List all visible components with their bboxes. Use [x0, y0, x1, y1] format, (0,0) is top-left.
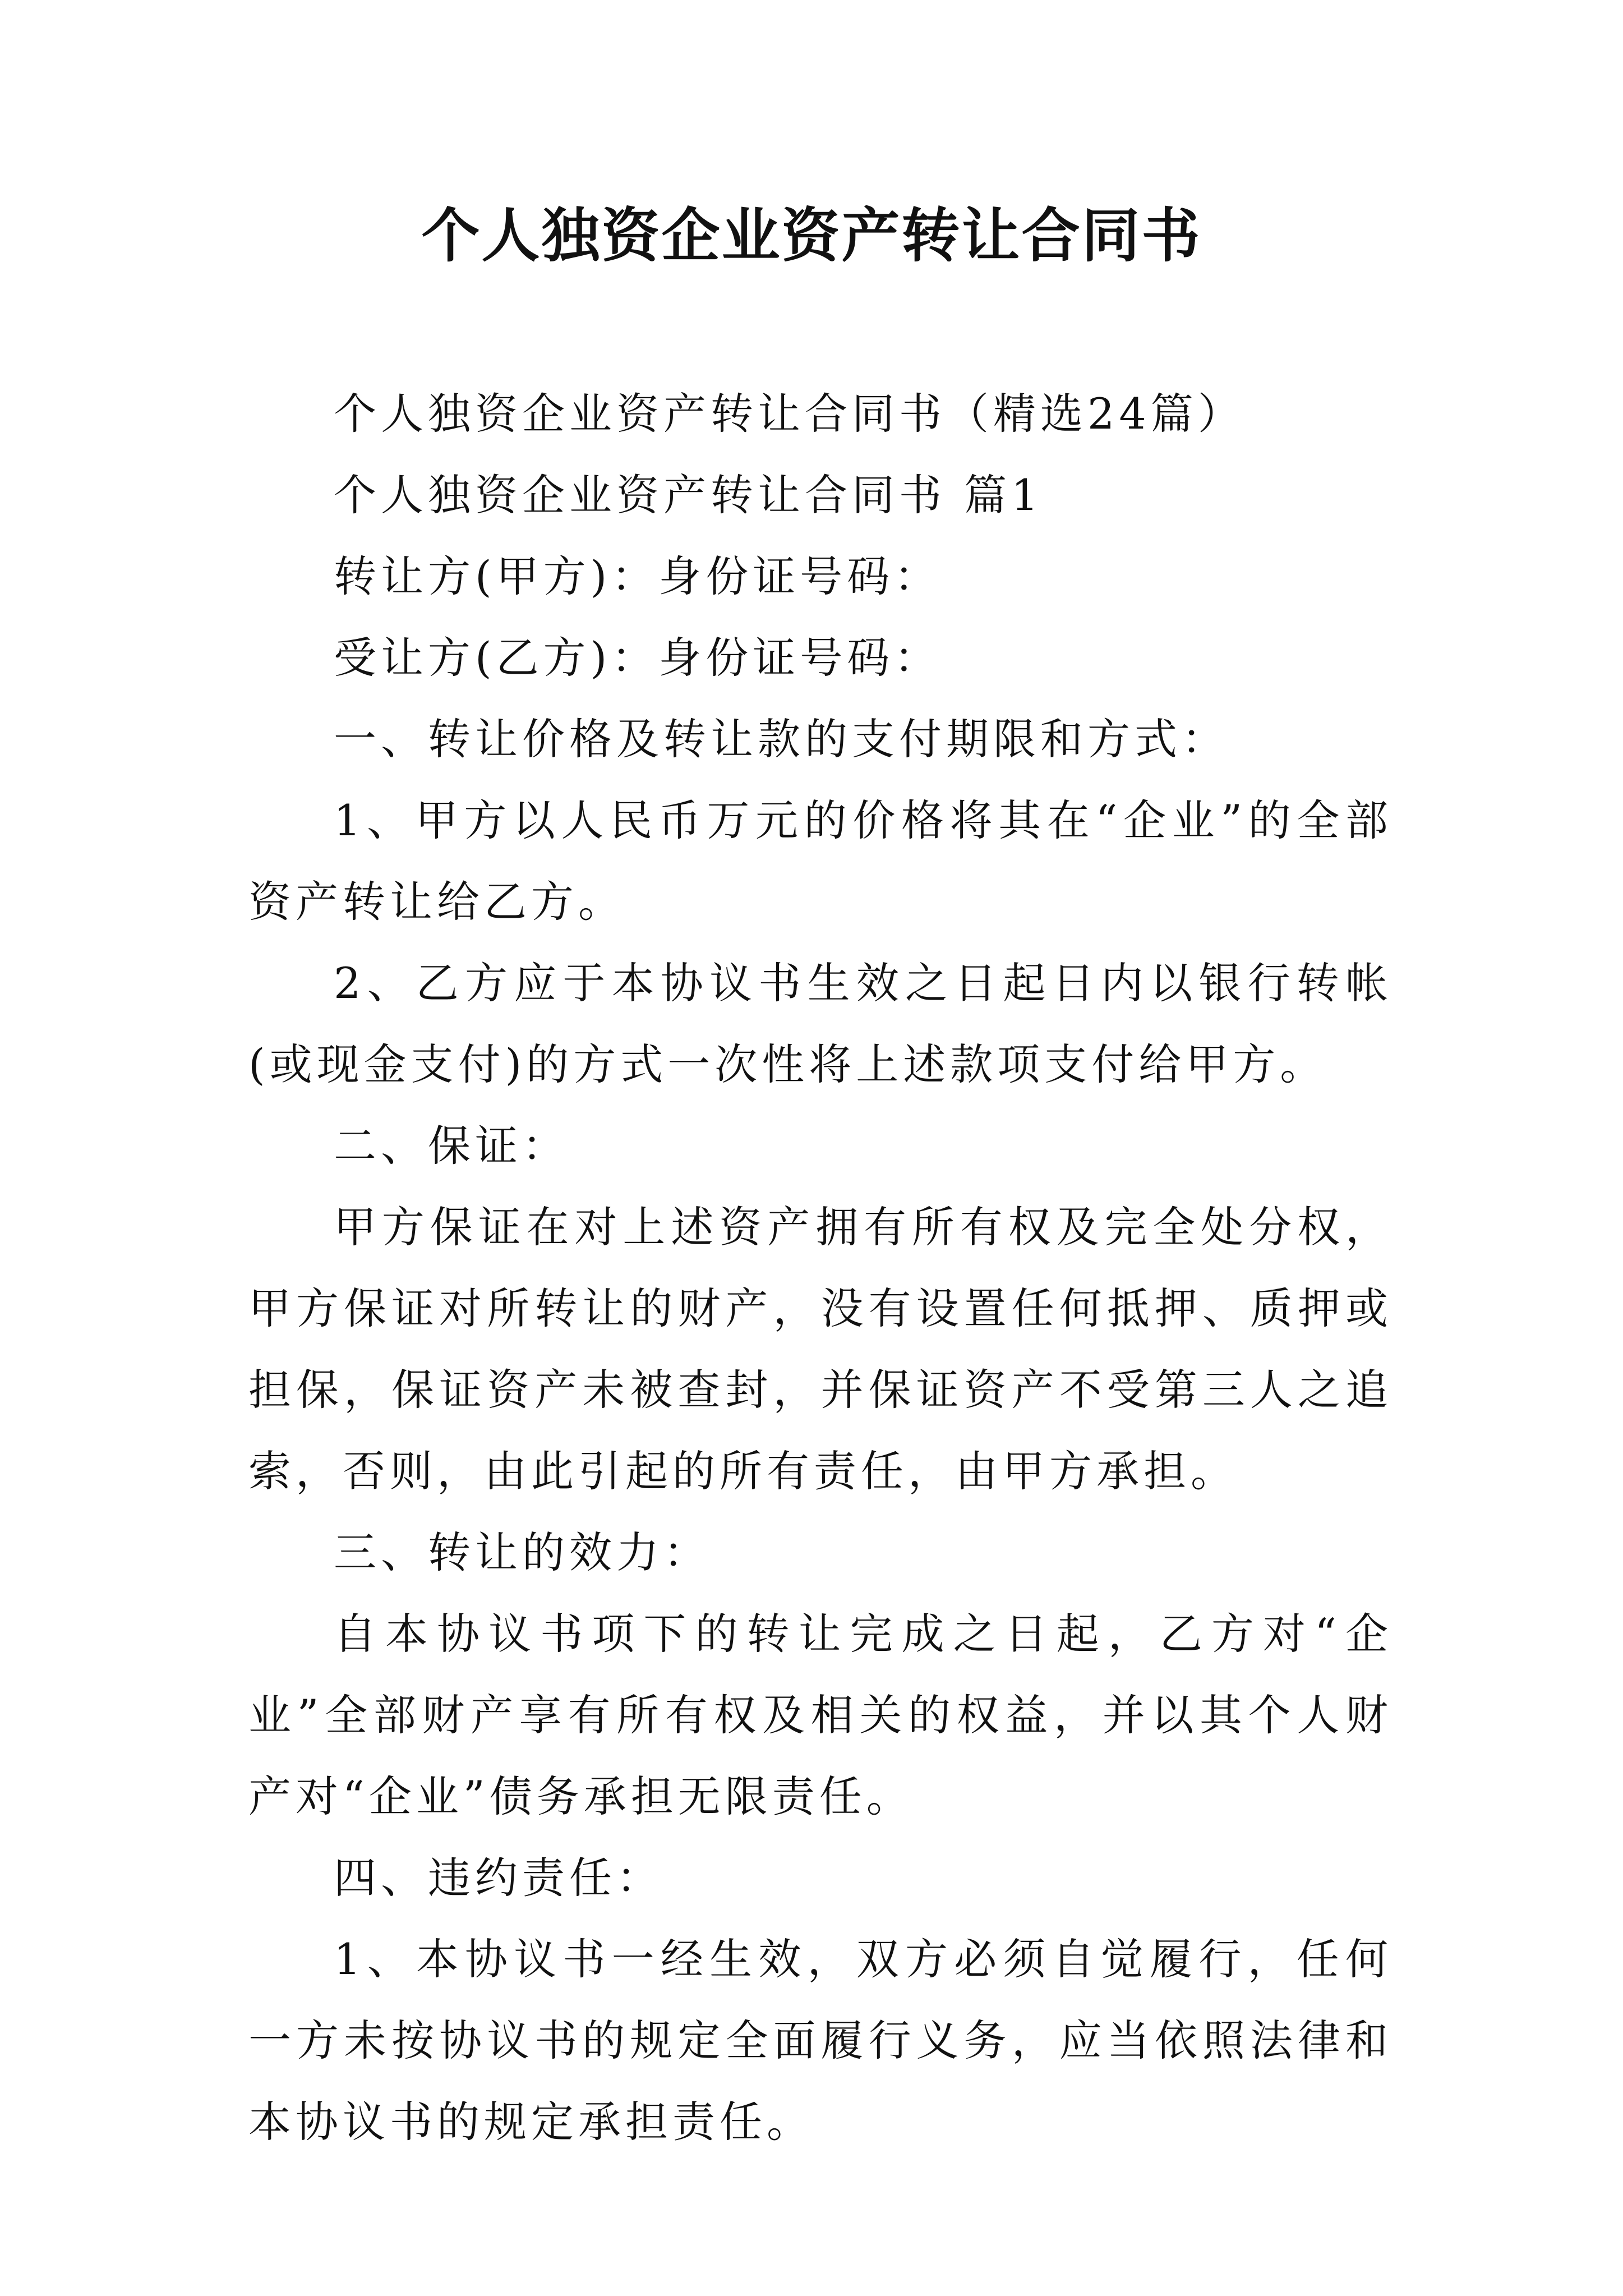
paragraph-guarantee: 甲方保证在对上述资产拥有所有权及完全处分权，甲方保证对所转让的财产，没有设置任何抵押、质押或担保，保证资产未被查封，并保证资产不受第三人之追索，否则，由此引起的所有责任，由甲方承担。 — [248, 1202, 1393, 1496]
paragraph-collection-heading: 个人独资企业资产转让合同书（精选24篇） — [334, 389, 1245, 439]
paragraph-liability-1: 1、本协议书一经生效，双方必须自觉履行，任何一方未按协议书的规定全面履行义务，应当依照法律和本协议书的规定承担责任。 — [248, 1934, 1393, 2147]
document-title: 个人独资企业资产转让合同书 — [421, 201, 1202, 270]
paragraph-article-heading: 个人独资企业资产转让合同书 篇1 — [334, 470, 1043, 520]
paragraph-transferor: 转让方(甲方)：身份证号码： — [334, 551, 942, 601]
section-heading-effect: 三、转让的效力： — [334, 1527, 711, 1577]
section-heading-price: 一、转让价格及转让款的支付期限和方式： — [334, 714, 1229, 764]
section-heading-guarantee: 二、保证： — [334, 1121, 569, 1171]
document-body — [248, 373, 1393, 2162]
paragraph-price-2: 2、乙方应于本协议书生效之日起日内以银行转帐(或现金支付)的方式一次性将上述款项支付给甲方。 — [248, 958, 1393, 1089]
paragraph-price-1: 1、甲方以人民币万元的价格将其在“企业”的全部资产转让给乙方。 — [248, 795, 1393, 927]
paragraph-effect: 自本协议书项下的转让完成之日起，乙方对“企业”全部财产享有所有权及相关的权益，并以其个人财产对“企业”债务承担无限责任。 — [248, 1609, 1393, 1821]
paragraph-transferee: 受让方(乙方)：身份证号码： — [334, 633, 942, 683]
section-heading-liability: 四、违约责任： — [334, 1853, 663, 1903]
